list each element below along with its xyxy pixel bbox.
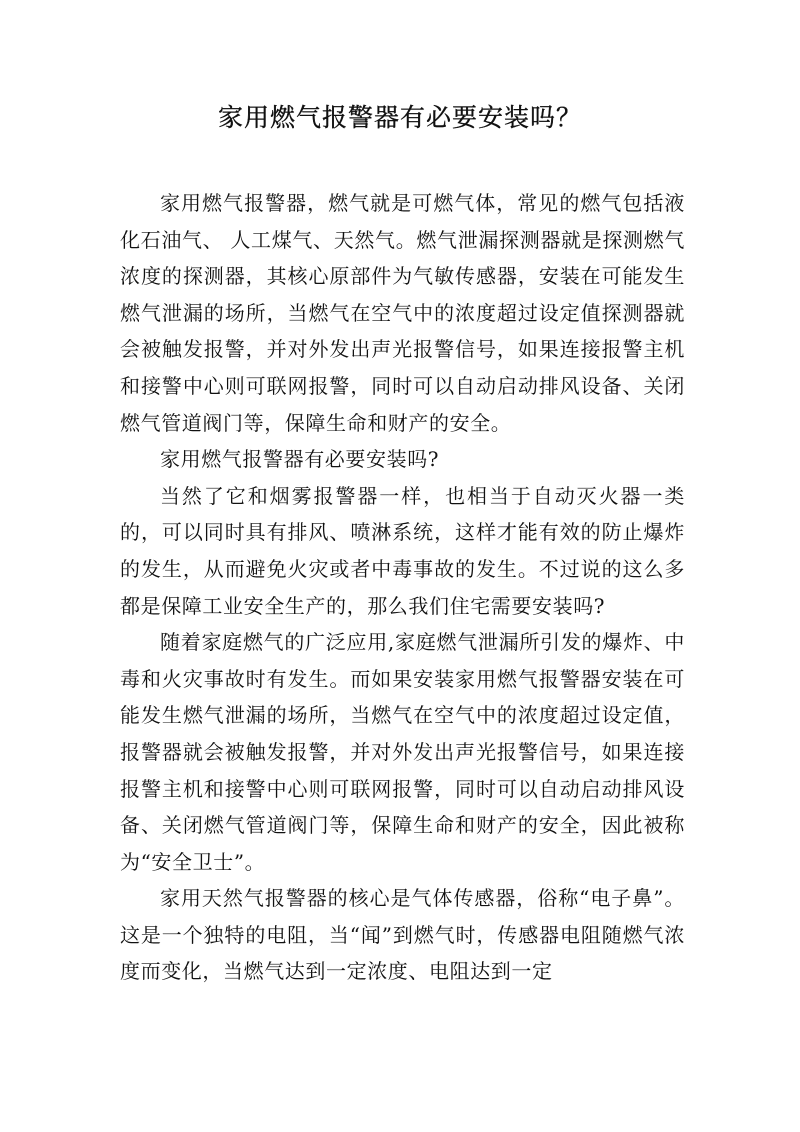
paragraph-smoke-alarm-comparison: 当然了它和烟雾报警器一样，也相当于自动灭火器一类的，可以同时具有排风、喷淋系统，这样才能有效的防止爆炸的发生，从而避免火灾或者中毒事故的发生。不过说的这么多都是保障工业安全生产的，那么我们住宅需要安装吗? bbox=[120, 483, 685, 618]
paragraph-intro: 家用燃气报警器，燃气就是可燃气体，常见的燃气包括液化石油气、 人工煤气、天然气。燃气泄漏探测器就是探测燃气浓度的探测器，其核心原部件为气敏传感器，安装在可能发生燃气泄漏的场所，当燃气在空气中的浓度超过设定值探测器就会被触发报警，并对外发出声光报警信号，如果连接报警主机和接警中心则可联网报警，同时可以自动启动排风设备、关闭燃气管道阀门等，保障生命和财产的安全。 bbox=[120, 191, 685, 435]
document-body bbox=[120, 185, 685, 990]
paragraph-question: 家用燃气报警器有必要安装吗? bbox=[160, 447, 440, 472]
paragraph-household-safety: 随着家庭燃气的广泛应用,家庭燃气泄漏所引发的爆炸、中毒和火灾事故时有发生。而如果安装家用燃气报警器安装在可能发生燃气泄漏的场所，当燃气在空气中的浓度超过设定值，报警器就会被触发报警，并对外发出声光报警信号，如果连接报警主机和接警中心则可联网报警，同时可以自动启动排风设备、关闭燃气管道阀门等，保障生命和财产的安全，因此被称为“安全卫士”。 bbox=[120, 630, 685, 874]
document-title: 家用燃气报警器有必要安装吗？ bbox=[217, 103, 582, 132]
paragraph-gas-sensor: 家用天然气报警器的核心是气体传感器，俗称“电子鼻”。这是一个独特的电阻，当“闻”到燃气时，传感器电阻随燃气浓度而变化，当燃气达到一定浓度、电阻达到一定 bbox=[120, 886, 685, 984]
